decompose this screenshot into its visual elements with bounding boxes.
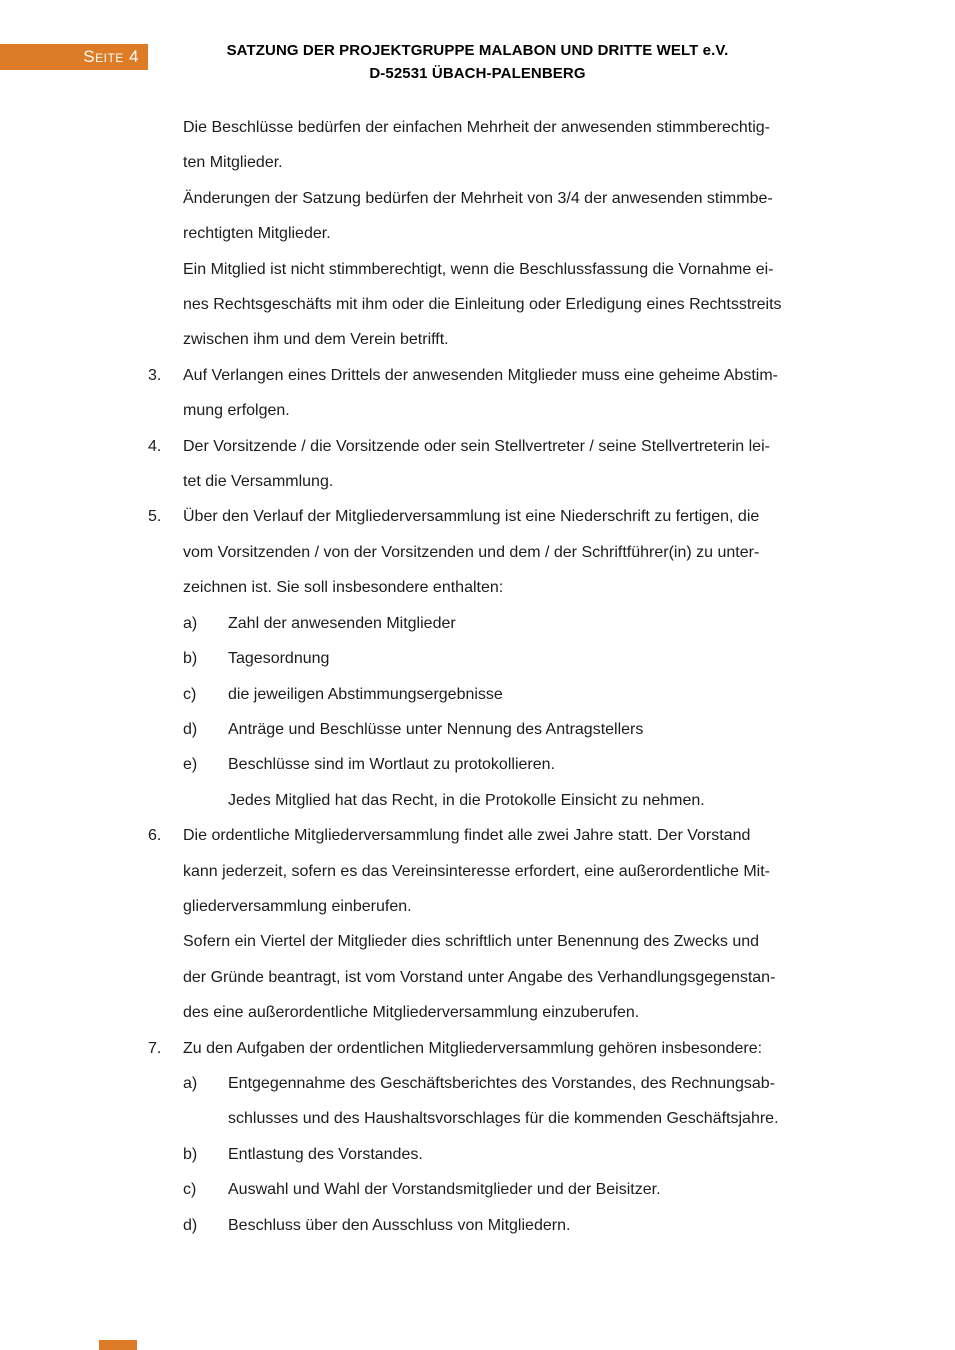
text-line: zeichnen ist. Sie soll insbesondere enthalten: <box>183 579 504 597</box>
list-marker: 3. <box>148 366 162 384</box>
text-line: Auf Verlangen eines Drittels der anwesenden Mitglieder muss eine geheime Abstim- <box>183 366 778 384</box>
text-line: des eine außerordentliche Mitgliederversammlung einzuberufen. <box>183 1004 640 1022</box>
lettered-list-item <box>0 1137 955 1172</box>
text-line: rechtigten Mitglieder. <box>183 225 331 243</box>
text-line: Tagesordnung <box>228 650 330 668</box>
document-title <box>0 39 955 85</box>
document-title-line-1: SATZUNG DER PROJEKTGRUPPE MALABON UND DRITTE WELT e.V. <box>226 42 729 59</box>
text-line: Zu den Aufgaben der ordentlichen Mitgliederversammlung gehören insbesondere: <box>183 1039 763 1057</box>
list-marker: e) <box>183 756 198 774</box>
list-marker: c) <box>183 685 197 703</box>
text-line: die jeweiligen Abstimmungsergebnisse <box>228 685 503 703</box>
lettered-list-item <box>0 641 955 676</box>
paragraph <box>0 924 955 1030</box>
page-number-badge: Seite 4 <box>0 44 148 70</box>
list-marker <box>183 783 228 818</box>
text-line: Beschluss über den Ausschluss von Mitgliedern. <box>228 1216 571 1234</box>
list-marker <box>148 110 183 181</box>
document-title-line-2: D-52531 ÜBACH-PALENBERG <box>369 65 586 82</box>
lettered-list-item <box>0 712 955 747</box>
lettered-list-item <box>0 1172 955 1207</box>
paragraph <box>0 252 955 358</box>
text-line: Entgegennahme des Geschäftsberichtes des Vorstandes, des Rechnungsab- <box>228 1074 776 1092</box>
list-marker: d) <box>183 720 198 738</box>
list-marker: d) <box>183 1216 198 1234</box>
list-marker: 7. <box>148 1039 162 1057</box>
text-line: Der Vorsitzende / die Vorsitzende oder sein Stellvertreter / seine Stellvertreterin lei- <box>183 437 770 455</box>
text-line: schlusses und des Haushaltsvorschlages für die kommenden Geschäftsjahre. <box>228 1110 779 1128</box>
lettered-list-item <box>0 606 955 641</box>
text-line: Beschlüsse sind im Wortlaut zu protokollieren. <box>228 756 555 774</box>
text-line: Anträge und Beschlüsse unter Nennung des Antragstellers <box>228 720 644 738</box>
text-line: Ein Mitglied ist nicht stimmberechtigt, wenn die Beschlussfassung die Vornahme ei- <box>183 260 774 278</box>
numbered-list-item <box>0 818 955 924</box>
lettered-list-item <box>0 677 955 712</box>
lettered-list-item <box>0 1066 955 1137</box>
text-line: gliederversammlung einberufen. <box>183 897 412 915</box>
text-line: Die Beschlüsse bedürfen der einfachen Mehrheit der anwesenden stimmberechtig- <box>183 119 770 136</box>
list-marker: a) <box>183 614 198 632</box>
text-line: Zahl der anwesenden Mitglieder <box>228 614 456 632</box>
page-footer-marker <box>99 1340 137 1350</box>
text-line: tet die Versammlung. <box>183 473 334 491</box>
text-line: Die ordentliche Mitgliederversammlung findet alle zwei Jahre statt. Der Vorstand <box>183 827 751 845</box>
paragraph <box>0 783 955 818</box>
text-line: vom Vorsitzenden / von der Vorsitzenden und dem / der Schriftführer(in) zu unter- <box>183 543 760 561</box>
lettered-list-item <box>0 1208 955 1243</box>
list-marker: c) <box>183 1181 197 1199</box>
document-body <box>0 110 955 1243</box>
text-line: der Gründe beantragt, ist vom Vorstand unter Angabe des Verhandlungsgegenstan- <box>183 968 776 986</box>
numbered-list-item <box>0 358 955 429</box>
text-line: nes Rechtsgeschäfts mit ihm oder die Einleitung oder Erledigung eines Rechtsstreits <box>183 296 782 314</box>
list-marker: b) <box>183 1145 198 1163</box>
list-marker: 5. <box>148 508 162 526</box>
paragraph <box>0 181 955 252</box>
list-marker <box>148 252 183 358</box>
list-marker: b) <box>183 650 198 668</box>
text-line: Jedes Mitglied hat das Recht, in die Protokolle Einsicht zu nehmen. <box>228 791 705 809</box>
numbered-list-item <box>0 1031 955 1066</box>
text-line: Sofern ein Viertel der Mitglieder dies schriftlich unter Benennung des Zwecks und <box>183 933 760 951</box>
list-marker <box>148 181 183 252</box>
text-line: ten Mitglieder. <box>183 154 283 172</box>
paragraph <box>0 110 955 181</box>
text-line: Entlastung des Vorstandes. <box>228 1145 423 1163</box>
lettered-list-item <box>0 747 955 782</box>
text-line: kann jederzeit, sofern es das Vereinsinteresse erfordert, eine außerordentliche Mit- <box>183 862 770 880</box>
text-line: zwischen ihm und dem Verein betrifft. <box>183 331 449 349</box>
list-marker: 4. <box>148 437 162 455</box>
numbered-list-item <box>0 429 955 500</box>
text-line: mung erfolgen. <box>183 402 290 420</box>
numbered-list-item <box>0 499 955 605</box>
list-marker <box>148 924 183 1030</box>
text-line: Auswahl und Wahl der Vorstandsmitglieder und der Beisitzer. <box>228 1181 661 1199</box>
text-line: Änderungen der Satzung bedürfen der Mehrheit von 3/4 der anwesenden stimmbe- <box>183 189 773 207</box>
list-marker: 6. <box>148 827 162 845</box>
list-marker: a) <box>183 1074 198 1092</box>
text-line: Über den Verlauf der Mitgliederversammlung ist eine Niederschrift zu fertigen, die <box>183 508 760 526</box>
